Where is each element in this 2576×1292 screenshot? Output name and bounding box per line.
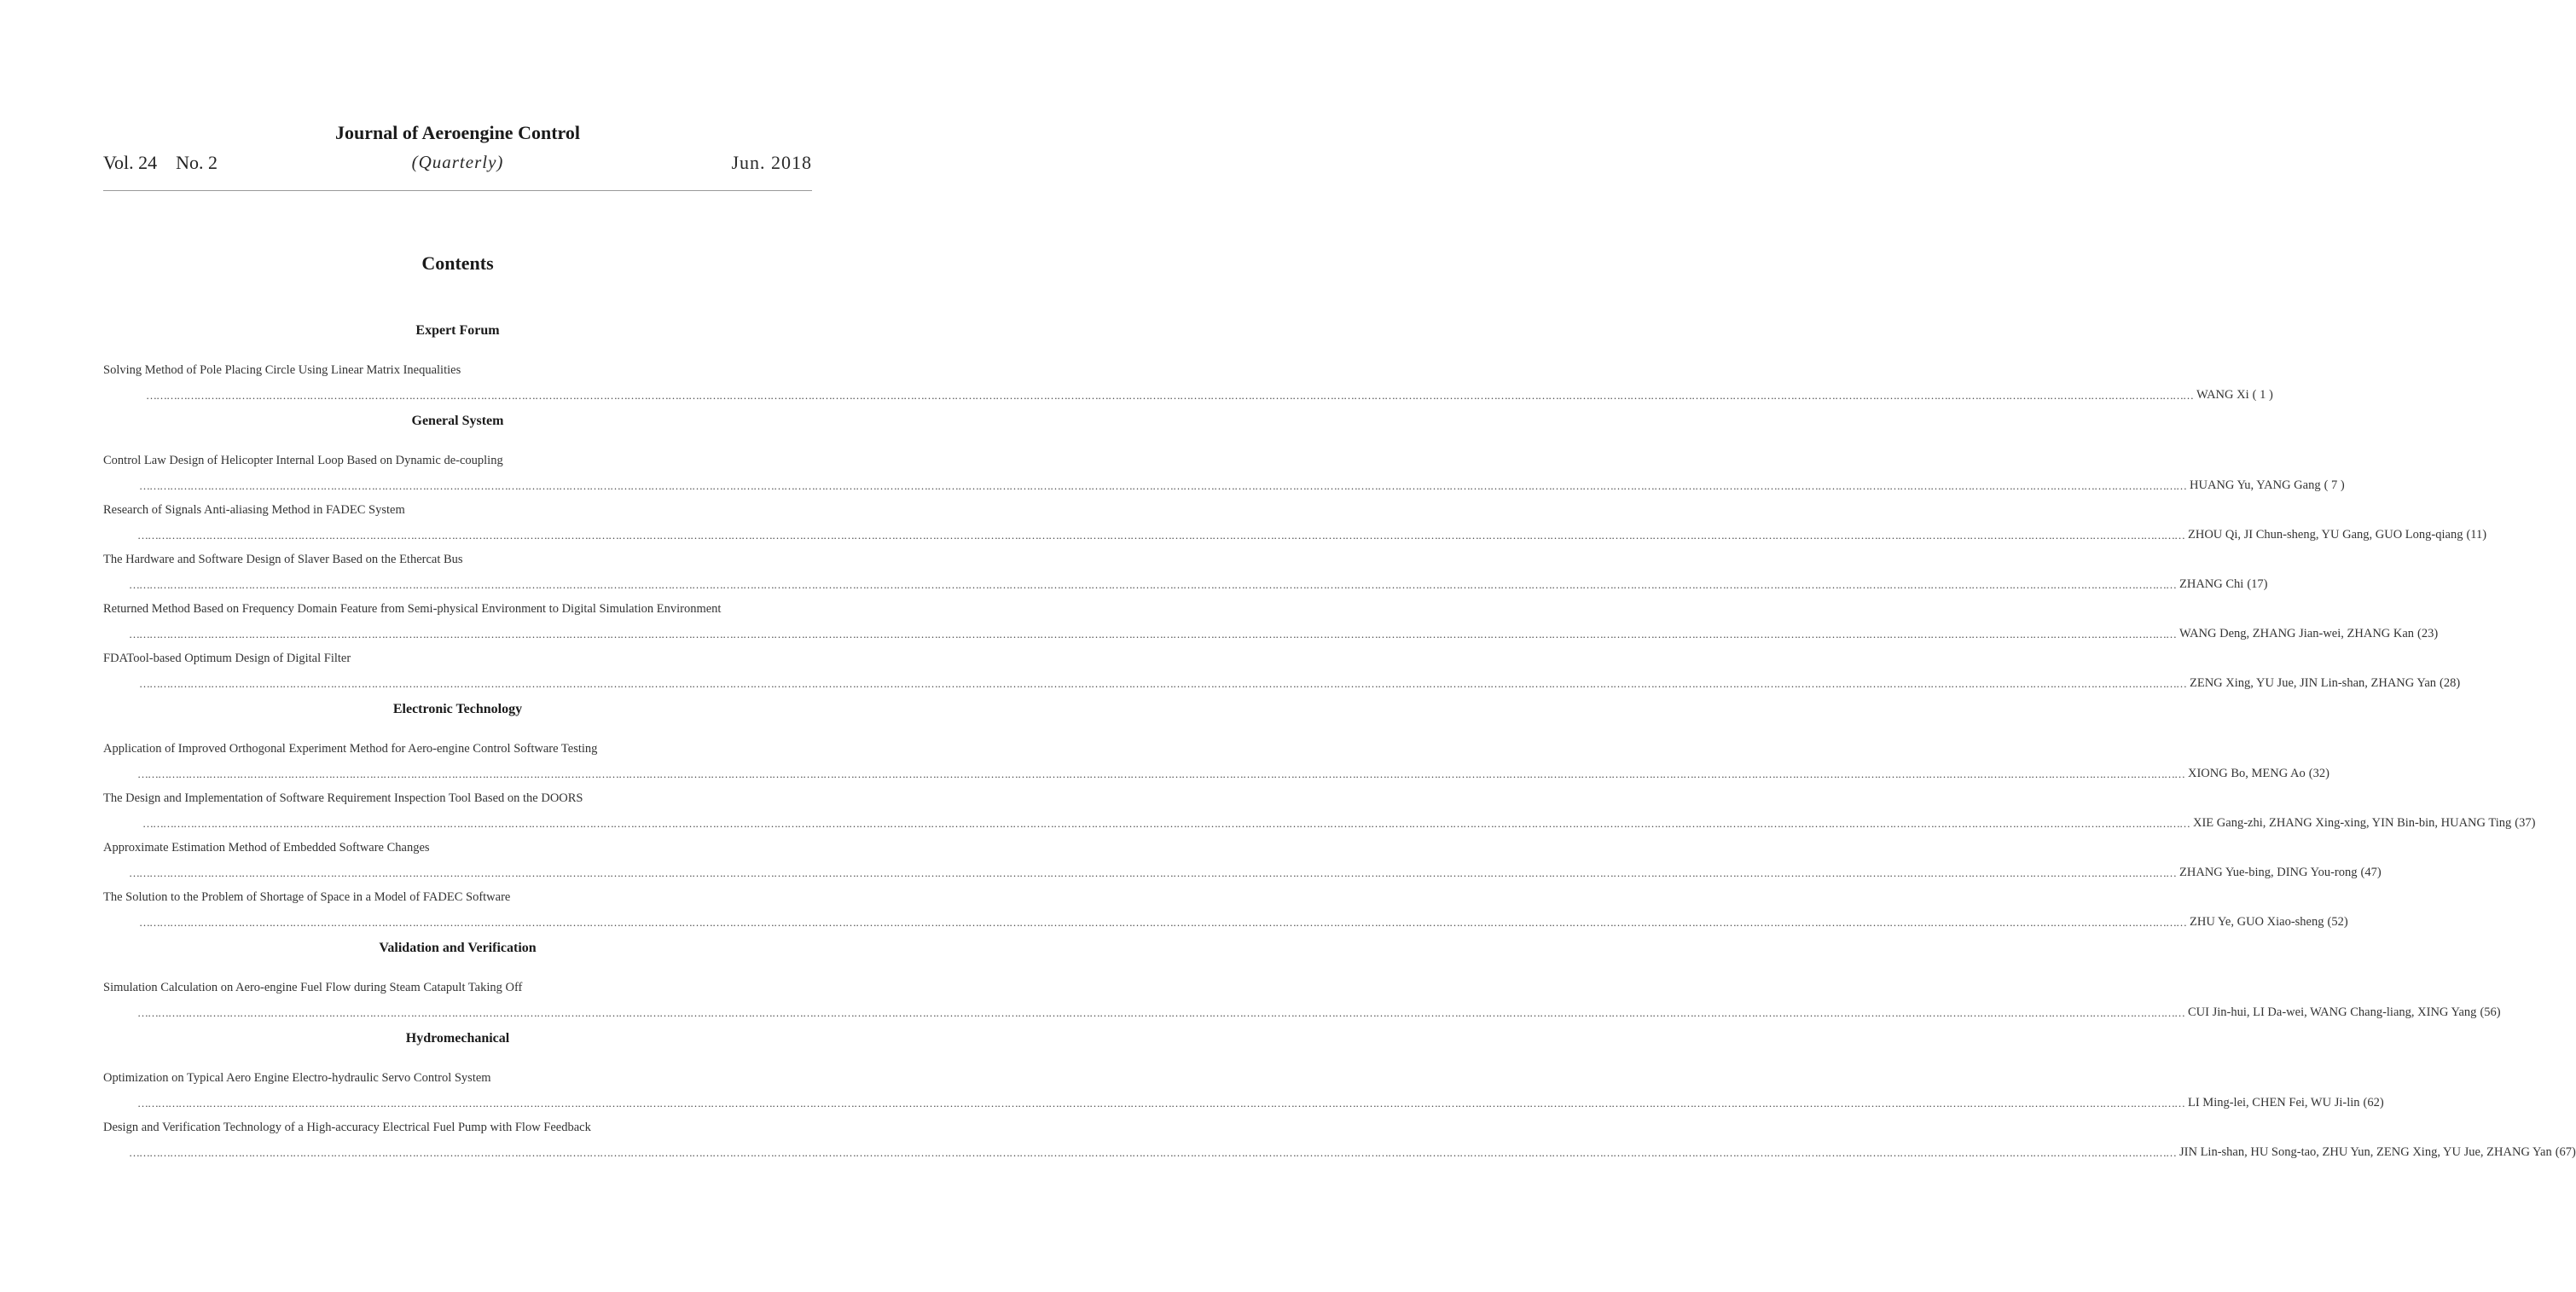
section-heading: Expert Forum: [415, 323, 500, 338]
article-authors: ZHANG Chi: [2179, 577, 2244, 591]
dot-leader: ……………………………………………………………………………………………………………………………………………………………………………………………………………………………………………………………………………………………………………………………………………………………………………………………………………………………………………………………………………………………………………………………………………………: [129, 866, 2176, 879]
article-title: Control Law Design of Helicopter Internal Loop Based on Dynamic de-coupling: [103, 454, 503, 467]
dot-leader: ……………………………………………………………………………………………………………………………………………………………………………………………………………………………………………………………………………………………………………………………………………………………………………………………………………………………………………………………………………………………………………………………………………………: [139, 677, 2186, 690]
dot-leader: ……………………………………………………………………………………………………………………………………………………………………………………………………………………………………………………………………………………………………………………………………………………………………………………………………………………………………………………………………………………………………………………………………………………: [146, 389, 2193, 402]
toc-entry: [103, 646, 2461, 696]
dot-leader: ……………………………………………………………………………………………………………………………………………………………………………………………………………………………………………………………………………………………………………………………………………………………………………………………………………………………………………………………………………………………………………………………………………………: [137, 529, 2184, 542]
toc-entry: [103, 737, 2329, 786]
article-title: Design and Verification Technology of a High-accuracy Electrical Fuel Pump with Flow Feedback: [103, 1121, 591, 1134]
article-title: FDATool-based Optimum Design of Digital Filter: [103, 652, 351, 665]
article-title: The Hardware and Software Design of Slaver Based on the Ethercat Bus: [103, 553, 463, 566]
page-number: (28): [2440, 676, 2461, 690]
article-title: Optimization on Typical Aero Engine Electro-hydraulic Servo Control System: [103, 1071, 491, 1085]
entry-leader-line: [103, 762, 2329, 786]
dot-leader: ……………………………………………………………………………………………………………………………………………………………………………………………………………………………………………………………………………………………………………………………………………………………………………………………………………………………………………………………………………………………………………………………………………………: [129, 628, 2176, 640]
entry-leader-line: [103, 572, 2268, 597]
article-authors: HUANG Yu, YANG Gang: [2190, 478, 2321, 492]
article-title: Application of Improved Orthogonal Experiment Method for Aero-engine Control Software Testing: [103, 742, 598, 756]
entry-leader-line: [103, 1091, 2384, 1115]
article-authors: WANG Deng, ZHANG Jian-wei, ZHANG Kan: [2179, 627, 2415, 640]
toc-section: [103, 1026, 2576, 1165]
article-authors: CUI Jin-hui, LI Da-wei, WANG Chang-liang, XING Yang: [2188, 1005, 2477, 1019]
article-title: Returned Method Based on Frequency Domain Feature from Semi-physical Environment to Digital Simulation Environment: [103, 602, 722, 616]
article-authors: ZENG Xing, YU Jue, JIN Lin-shan, ZHANG Yan: [2190, 676, 2437, 690]
page-number: (52): [2327, 915, 2348, 929]
toc-entry: [103, 449, 2345, 498]
page-number: (62): [2363, 1096, 2384, 1109]
page-number: (56): [2480, 1005, 2501, 1019]
toc-entry: [103, 786, 2536, 836]
article-authors: JIN Lin-shan, HU Song-tao, ZHU Yun, ZENG Xing, YU Jue, ZHANG Yan: [2179, 1145, 2552, 1159]
entry-leader-line: [103, 671, 2461, 696]
article-title: The Design and Implementation of Software Requirement Inspection Tool Based on the DOORS: [103, 791, 583, 805]
issue-date: Jun. 2018: [731, 152, 812, 173]
entry-leader-line: [103, 910, 2348, 935]
article-authors: WANG Xi: [2196, 388, 2249, 402]
section-heading: Electronic Technology: [392, 702, 523, 716]
toc-entry: [103, 548, 2268, 597]
entry-leader-line: [103, 473, 2345, 498]
volume-issue: Vol. 24 No. 2: [103, 152, 218, 173]
article-title: Research of Signals Anti-aliasing Method in FADEC System: [103, 503, 405, 517]
toc-entry: [103, 498, 2487, 548]
dot-leader: ……………………………………………………………………………………………………………………………………………………………………………………………………………………………………………………………………………………………………………………………………………………………………………………………………………………………………………………………………………………………………………………………………………………: [142, 817, 2190, 830]
page-number: (67): [2555, 1145, 2576, 1159]
toc-section: [103, 936, 2501, 1025]
dot-leader: ……………………………………………………………………………………………………………………………………………………………………………………………………………………………………………………………………………………………………………………………………………………………………………………………………………………………………………………………………………………………………………………………………………………: [139, 479, 2186, 492]
journal-title: Journal of Aeroengine Control: [334, 122, 581, 143]
page-number: (11): [2466, 528, 2487, 542]
entry-leader-line: [103, 1140, 2576, 1165]
article-authors: XIE Gang-zhi, ZHANG Xing-xing, YIN Bin-bin, HUANG Ting: [2193, 816, 2512, 830]
section-heading: Hydromechanical: [405, 1031, 510, 1046]
entry-leader-line: [103, 523, 2487, 548]
page-number: (37): [2515, 816, 2536, 830]
page-number: (17): [2247, 577, 2268, 591]
article-authors: LI Ming-lei, CHEN Fei, WU Ji-lin: [2188, 1096, 2360, 1109]
toc-entry: [103, 1115, 2576, 1165]
page-number: ( 7 ): [2324, 478, 2345, 492]
entry-leader-line: [103, 622, 2439, 646]
page-number: (32): [2308, 767, 2329, 780]
dot-leader: ……………………………………………………………………………………………………………………………………………………………………………………………………………………………………………………………………………………………………………………………………………………………………………………………………………………………………………………………………………………………………………………………………………………: [129, 578, 2176, 591]
table-of-contents: [103, 317, 2576, 1165]
article-title: Solving Method of Pole Placing Circle Using Linear Matrix Inequalities: [103, 363, 461, 377]
article-title: Approximate Estimation Method of Embedded Software Changes: [103, 841, 430, 855]
article-authors: XIONG Bo, MENG Ao: [2188, 767, 2306, 780]
page-number: ( 1 ): [2252, 388, 2273, 402]
toc-section: [103, 408, 2487, 696]
frequency-label: (Quarterly): [411, 152, 504, 172]
dot-leader: ……………………………………………………………………………………………………………………………………………………………………………………………………………………………………………………………………………………………………………………………………………………………………………………………………………………………………………………………………………………………………………………………………………………: [139, 916, 2186, 929]
page-number: (23): [2417, 627, 2439, 640]
section-heading: General System: [411, 414, 504, 428]
header-divider: [103, 190, 812, 191]
toc-entry: [103, 358, 2273, 408]
entry-leader-line: [103, 1000, 2501, 1025]
article-authors: ZHOU Qi, JI Chun-sheng, YU Gang, GUO Long-qiang: [2188, 528, 2463, 542]
toc-entry: [103, 885, 2348, 935]
article-authors: ZHANG Yue-bing, DING You-rong: [2179, 866, 2358, 879]
toc-section: [103, 697, 2536, 935]
article-title: The Solution to the Problem of Shortage of Space in a Model of FADEC Software: [103, 890, 511, 904]
dot-leader: ……………………………………………………………………………………………………………………………………………………………………………………………………………………………………………………………………………………………………………………………………………………………………………………………………………………………………………………………………………………………………………………………………………………: [137, 1006, 2184, 1019]
dot-leader: ……………………………………………………………………………………………………………………………………………………………………………………………………………………………………………………………………………………………………………………………………………………………………………………………………………………………………………………………………………………………………………………………………………………: [137, 1097, 2184, 1109]
toc-section: [103, 318, 2273, 408]
dot-leader: ……………………………………………………………………………………………………………………………………………………………………………………………………………………………………………………………………………………………………………………………………………………………………………………………………………………………………………………………………………………………………………………………………………………: [129, 1146, 2176, 1159]
page-number: (47): [2360, 866, 2382, 879]
article-authors: ZHU Ye, GUO Xiao-sheng: [2190, 915, 2324, 929]
entry-leader-line: [103, 811, 2536, 836]
toc-entry: [103, 597, 2439, 646]
article-title: Simulation Calculation on Aero-engine Fuel Flow during Steam Catapult Taking Off: [103, 981, 523, 994]
toc-entry: [103, 1066, 2384, 1115]
toc-entry: [103, 836, 2382, 885]
entry-leader-line: [103, 383, 2273, 408]
section-heading: Validation and Verification: [379, 941, 537, 955]
dot-leader: ……………………………………………………………………………………………………………………………………………………………………………………………………………………………………………………………………………………………………………………………………………………………………………………………………………………………………………………………………………………………………………………………………………………: [137, 768, 2184, 780]
entry-leader-line: [103, 860, 2382, 885]
contents-title: Contents: [421, 252, 494, 274]
toc-entry: [103, 976, 2501, 1025]
